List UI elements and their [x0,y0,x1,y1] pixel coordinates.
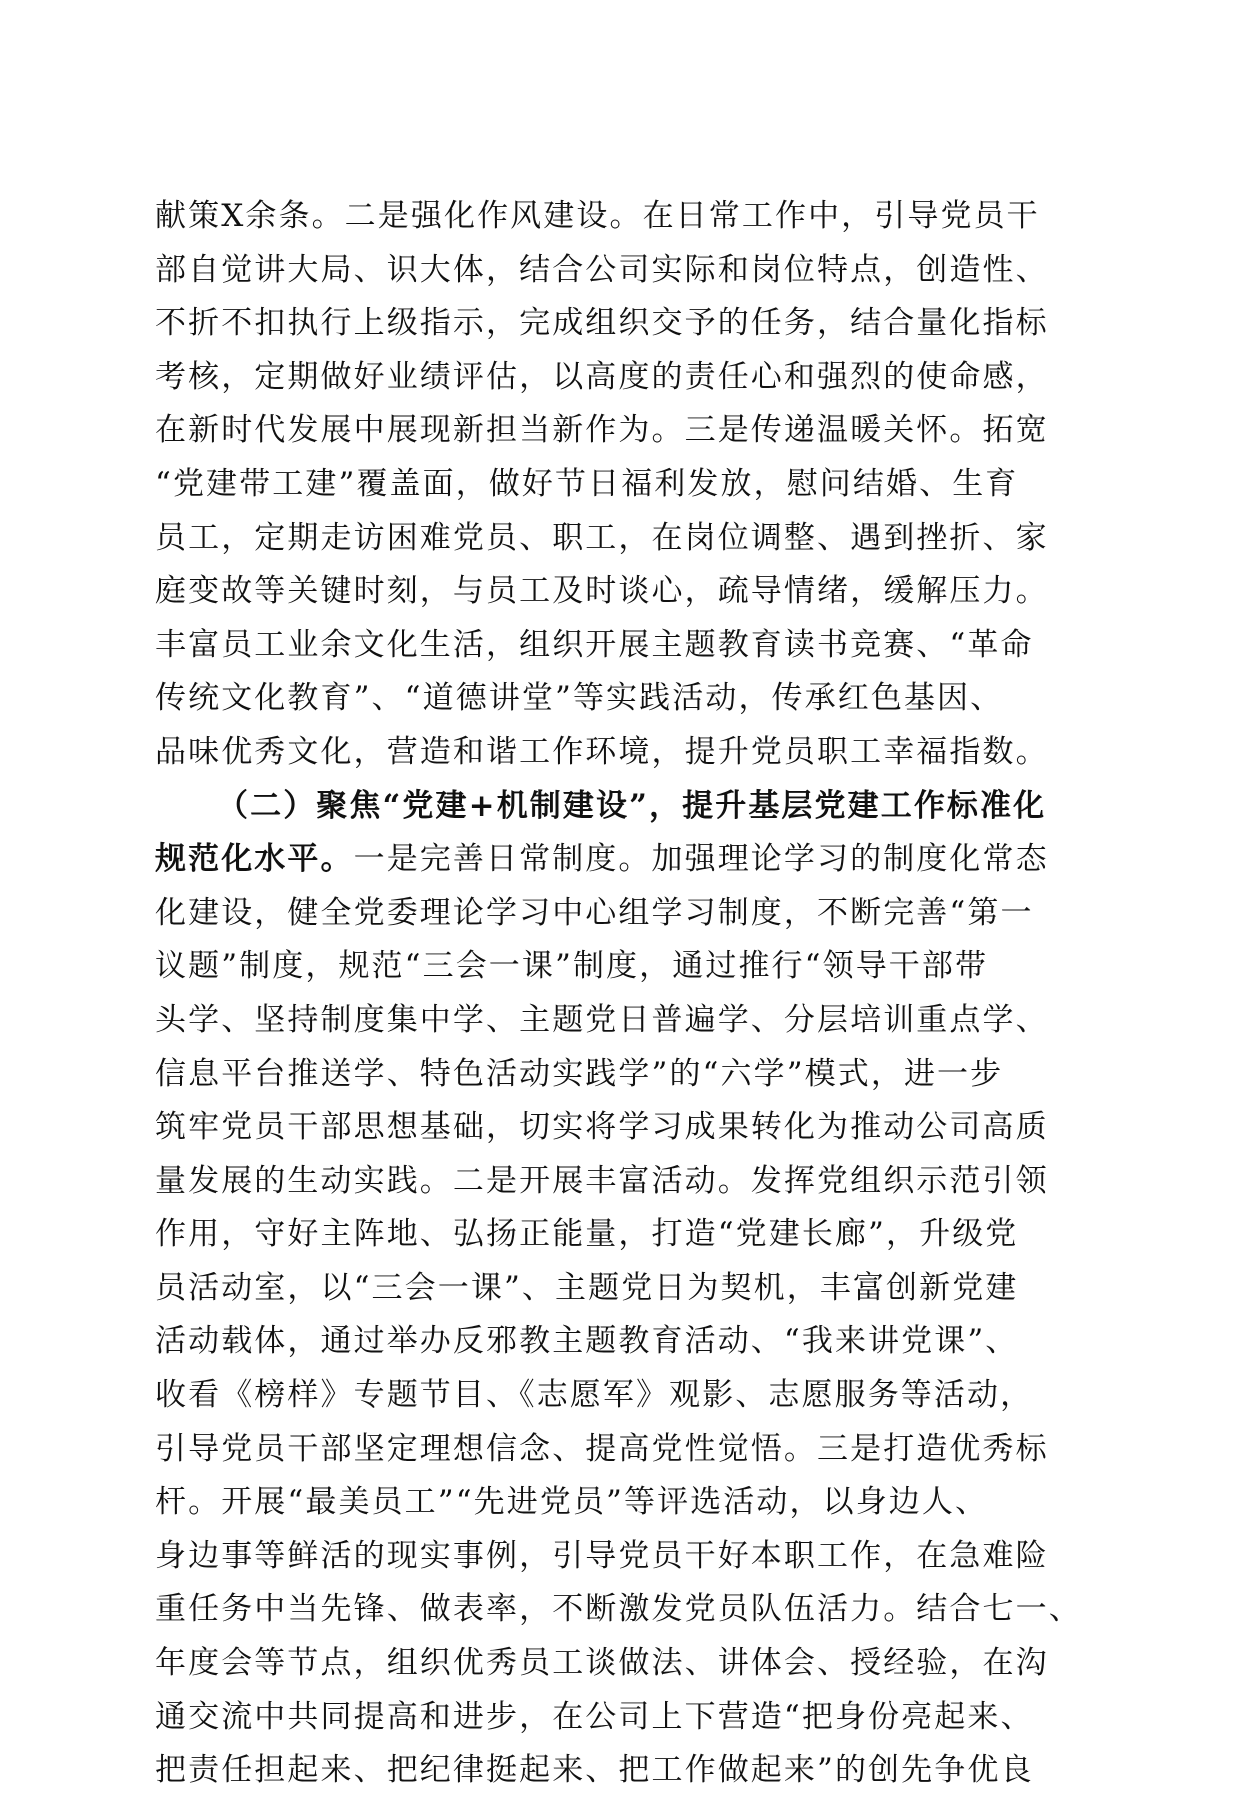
paragraph-text: 员工，定期走访困难党员、职工，在岗位调整、遇到挫折、家 [155,519,1049,556]
paragraph-text: 一是完善日常制度。加强理论学习的制度化常态 [353,841,1049,878]
text-line [155,1530,1095,1584]
text-line [155,940,1095,994]
text-line [155,726,1095,780]
body-text [155,190,1095,1798]
text-line [155,1476,1095,1530]
section-heading-line [155,780,1095,834]
paragraph-text: 在新时代发展中展现新担当新作为。三是传递温暖关怀。拓宽 [155,412,1049,449]
text-line [155,351,1095,405]
paragraph-text: 品味优秀文化，营造和谐工作环境，提升党员职工幸福指数。 [155,733,1049,770]
text-line [155,565,1095,619]
paragraph-text: 化建设，健全党委理论学习中心组学习制度，不断完善“第一 [155,894,1034,931]
paragraph-text: “党建带工建”覆盖面，做好节日福利发放，慰问结婚、生育 [155,465,1019,502]
paragraph-text: 丰富员工业余文化生活，组织开展主题教育读书竞赛、“革命 [155,626,1034,663]
text-line [155,672,1095,726]
paragraph-text: 部自觉讲大局、识大体，结合公司实际和岗位特点，创造性、 [155,251,1049,288]
text-line [155,1637,1095,1691]
text-line [155,1423,1095,1477]
paragraph-text: 引导党员干部坚定理想信念、提高党性觉悟。三是打造优秀标 [155,1430,1049,1467]
text-line [155,512,1095,566]
text-line [155,833,1095,887]
paragraph-text: 作用，守好主阵地、弘扬正能量，打造“党建长廊”，升级党 [155,1216,1019,1253]
paragraph-text: 把责任担起来、把纪律挺起来、把工作做起来”的创先争优良 [155,1752,1034,1789]
text-line [155,1208,1095,1262]
paragraph-text: 身边事等鲜活的现实事例，引导党员干好本职工作，在急难险 [155,1537,1049,1574]
text-line [155,1315,1095,1369]
paragraph-text: 收看《榜样》专题节目、《志愿军》观影、志愿服务等活动， [155,1377,1034,1414]
text-line [155,190,1095,244]
text-line [155,1583,1095,1637]
text-line [155,297,1095,351]
paragraph-text: 活动载体，通过举办反邪教主题教育活动、“我来讲党课”、 [155,1323,1019,1360]
paragraph-text: 献策X余条。二是强化作风建设。在日常工作中，引导党员干 [155,198,1040,234]
text-line [155,404,1095,458]
text-line [155,1155,1095,1209]
text-line [155,458,1095,512]
text-line [155,244,1095,298]
paragraph-text: 庭变故等关键时刻，与员工及时谈心，疏导情绪，缓解压力。 [155,573,1049,610]
text-line [155,1744,1095,1798]
paragraph-text: 传统文化教育”、“道德讲堂”等实践活动，传承红色基因、 [155,680,1004,717]
text-line [155,887,1095,941]
text-line [155,1048,1095,1102]
text-line [155,994,1095,1048]
text-line [155,1369,1095,1423]
paragraph-text: 议题”制度，规范“三会一课”制度，通过推行“领导干部带 [155,948,989,985]
paragraph-text: 筑牢党员干部思想基础，切实将学习成果转化为推动公司高质 [155,1109,1049,1146]
paragraph-text: 头学、坚持制度集中学、主题党日普遍学、分层培训重点学、 [155,1001,1049,1038]
text-line [155,1101,1095,1155]
text-line [155,619,1095,673]
paragraph-text: 杆。开展“最美员工”“先进党员”等评选活动，以身边人、 [155,1484,989,1521]
paragraph-text: 重任务中当先锋、做表率，不断激发党员队伍活力。结合七一、 [155,1591,1082,1628]
heading-text: （二）聚焦“党建+机制建设”，提升基层党建工作标准化 [217,787,1047,824]
paragraph-text: 员活动室，以“三会一课”、主题党日为契机，丰富创新党建 [155,1269,1019,1306]
text-line [155,1262,1095,1316]
text-line [155,1691,1095,1745]
paragraph-text: 量发展的生动实践。二是开展丰富活动。发挥党组织示范引领 [155,1162,1049,1199]
heading-text: 规范化水平。 [155,841,354,878]
paragraph-text: 年度会等节点，组织优秀员工谈做法、讲体会、授经验，在沟 [155,1645,1049,1682]
paragraph-text: 通交流中共同提高和进步，在公司上下营造“把身份亮起来、 [155,1698,1034,1735]
paragraph-text: 信息平台推送学、特色活动实践学”的“六学”模式，进一步 [155,1055,1004,1092]
paragraph-text: 不折不扣执行上级指示，完成组织交予的任务，结合量化指标 [155,305,1049,342]
paragraph-text: 考核，定期做好业绩评估，以高度的责任心和强烈的使命感， [155,358,1049,395]
